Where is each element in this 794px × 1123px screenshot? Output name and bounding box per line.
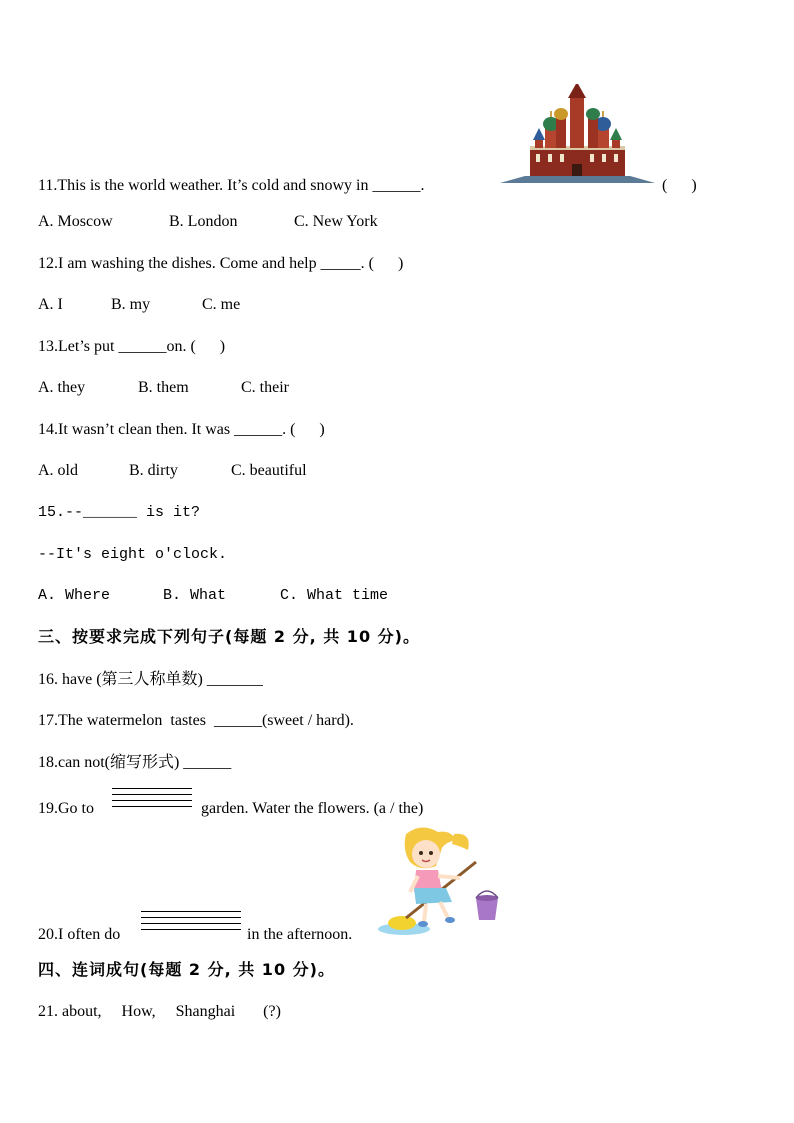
question-19 [38,799,94,819]
question-16: 16. have (第三人称单数) _______ [38,671,263,688]
question-20 [38,925,120,945]
question-17: 17.The watermelon tastes ______(sweet / hard). [38,712,354,729]
section-3-title: 三、按要求完成下列句子(每题 2 分, 共 10 分)。 [38,627,420,646]
option-c[interactable]: C. their [241,379,289,396]
option-c[interactable]: C. me [202,296,241,313]
option-c[interactable]: C. New York [294,213,378,230]
option-a[interactable]: A. I [38,296,63,313]
question-14 [38,420,325,440]
question-19-suffix: garden. Water the flowers. (a / the) [201,800,424,817]
option-a[interactable]: A. old [38,462,78,479]
question-15 [38,503,200,523]
question-18: 18.can not(缩写形式) ______ [38,754,232,771]
option-c[interactable]: C. What time [280,587,389,604]
question-12 [38,254,403,274]
question-21: 21. about, How, Shanghai (?) [38,1003,281,1020]
option-a[interactable]: A. they [38,379,86,396]
question-19-prefix: 19.Go to [38,800,94,817]
question-14-options [38,461,307,481]
question-20-suffix: in the afternoon. [247,926,353,943]
question-14-text: 14.It wasn’t clean then. It was ______. ( ) [38,421,325,438]
question-11 [38,176,424,196]
option-b[interactable]: B. my [111,296,151,313]
option-b[interactable]: B. London [169,213,238,230]
option-b[interactable]: B. What [163,587,227,604]
question-12-text: 12.I am washing the dishes. Come and help _____. ( ) [38,255,404,272]
question-11-answer-paren: ( ) [662,177,697,194]
question-20-prefix: 20.I often do [38,926,121,943]
question-20-answer-lines[interactable] [141,911,241,935]
question-15-answer: --It's eight o'clock. [38,546,228,563]
option-a[interactable]: A. Moscow [38,213,113,230]
option-a[interactable]: A. Where [38,587,111,604]
question-11-text: 11.This is the world weather. It’s cold and snowy in ______. [38,177,425,194]
question-15-question: 15.--______ is it? [38,504,201,521]
option-b[interactable]: B. them [138,379,189,396]
option-c[interactable]: C. beautiful [231,462,307,479]
section-4-title: 四、连词成句(每题 2 分, 共 10 分)。 [38,960,335,979]
question-15-options [38,586,388,606]
girl-mopping-image [376,826,506,941]
moscow-cathedral-image [500,84,655,184]
question-12-options [38,295,240,315]
question-13 [38,337,225,357]
question-19-answer-lines[interactable] [112,788,192,812]
question-13-options [38,378,289,398]
option-b[interactable]: B. dirty [129,462,178,479]
question-13-text: 13.Let’s put ______on. ( ) [38,338,226,355]
question-11-options [38,212,378,232]
question-15-dialogue [38,545,227,565]
